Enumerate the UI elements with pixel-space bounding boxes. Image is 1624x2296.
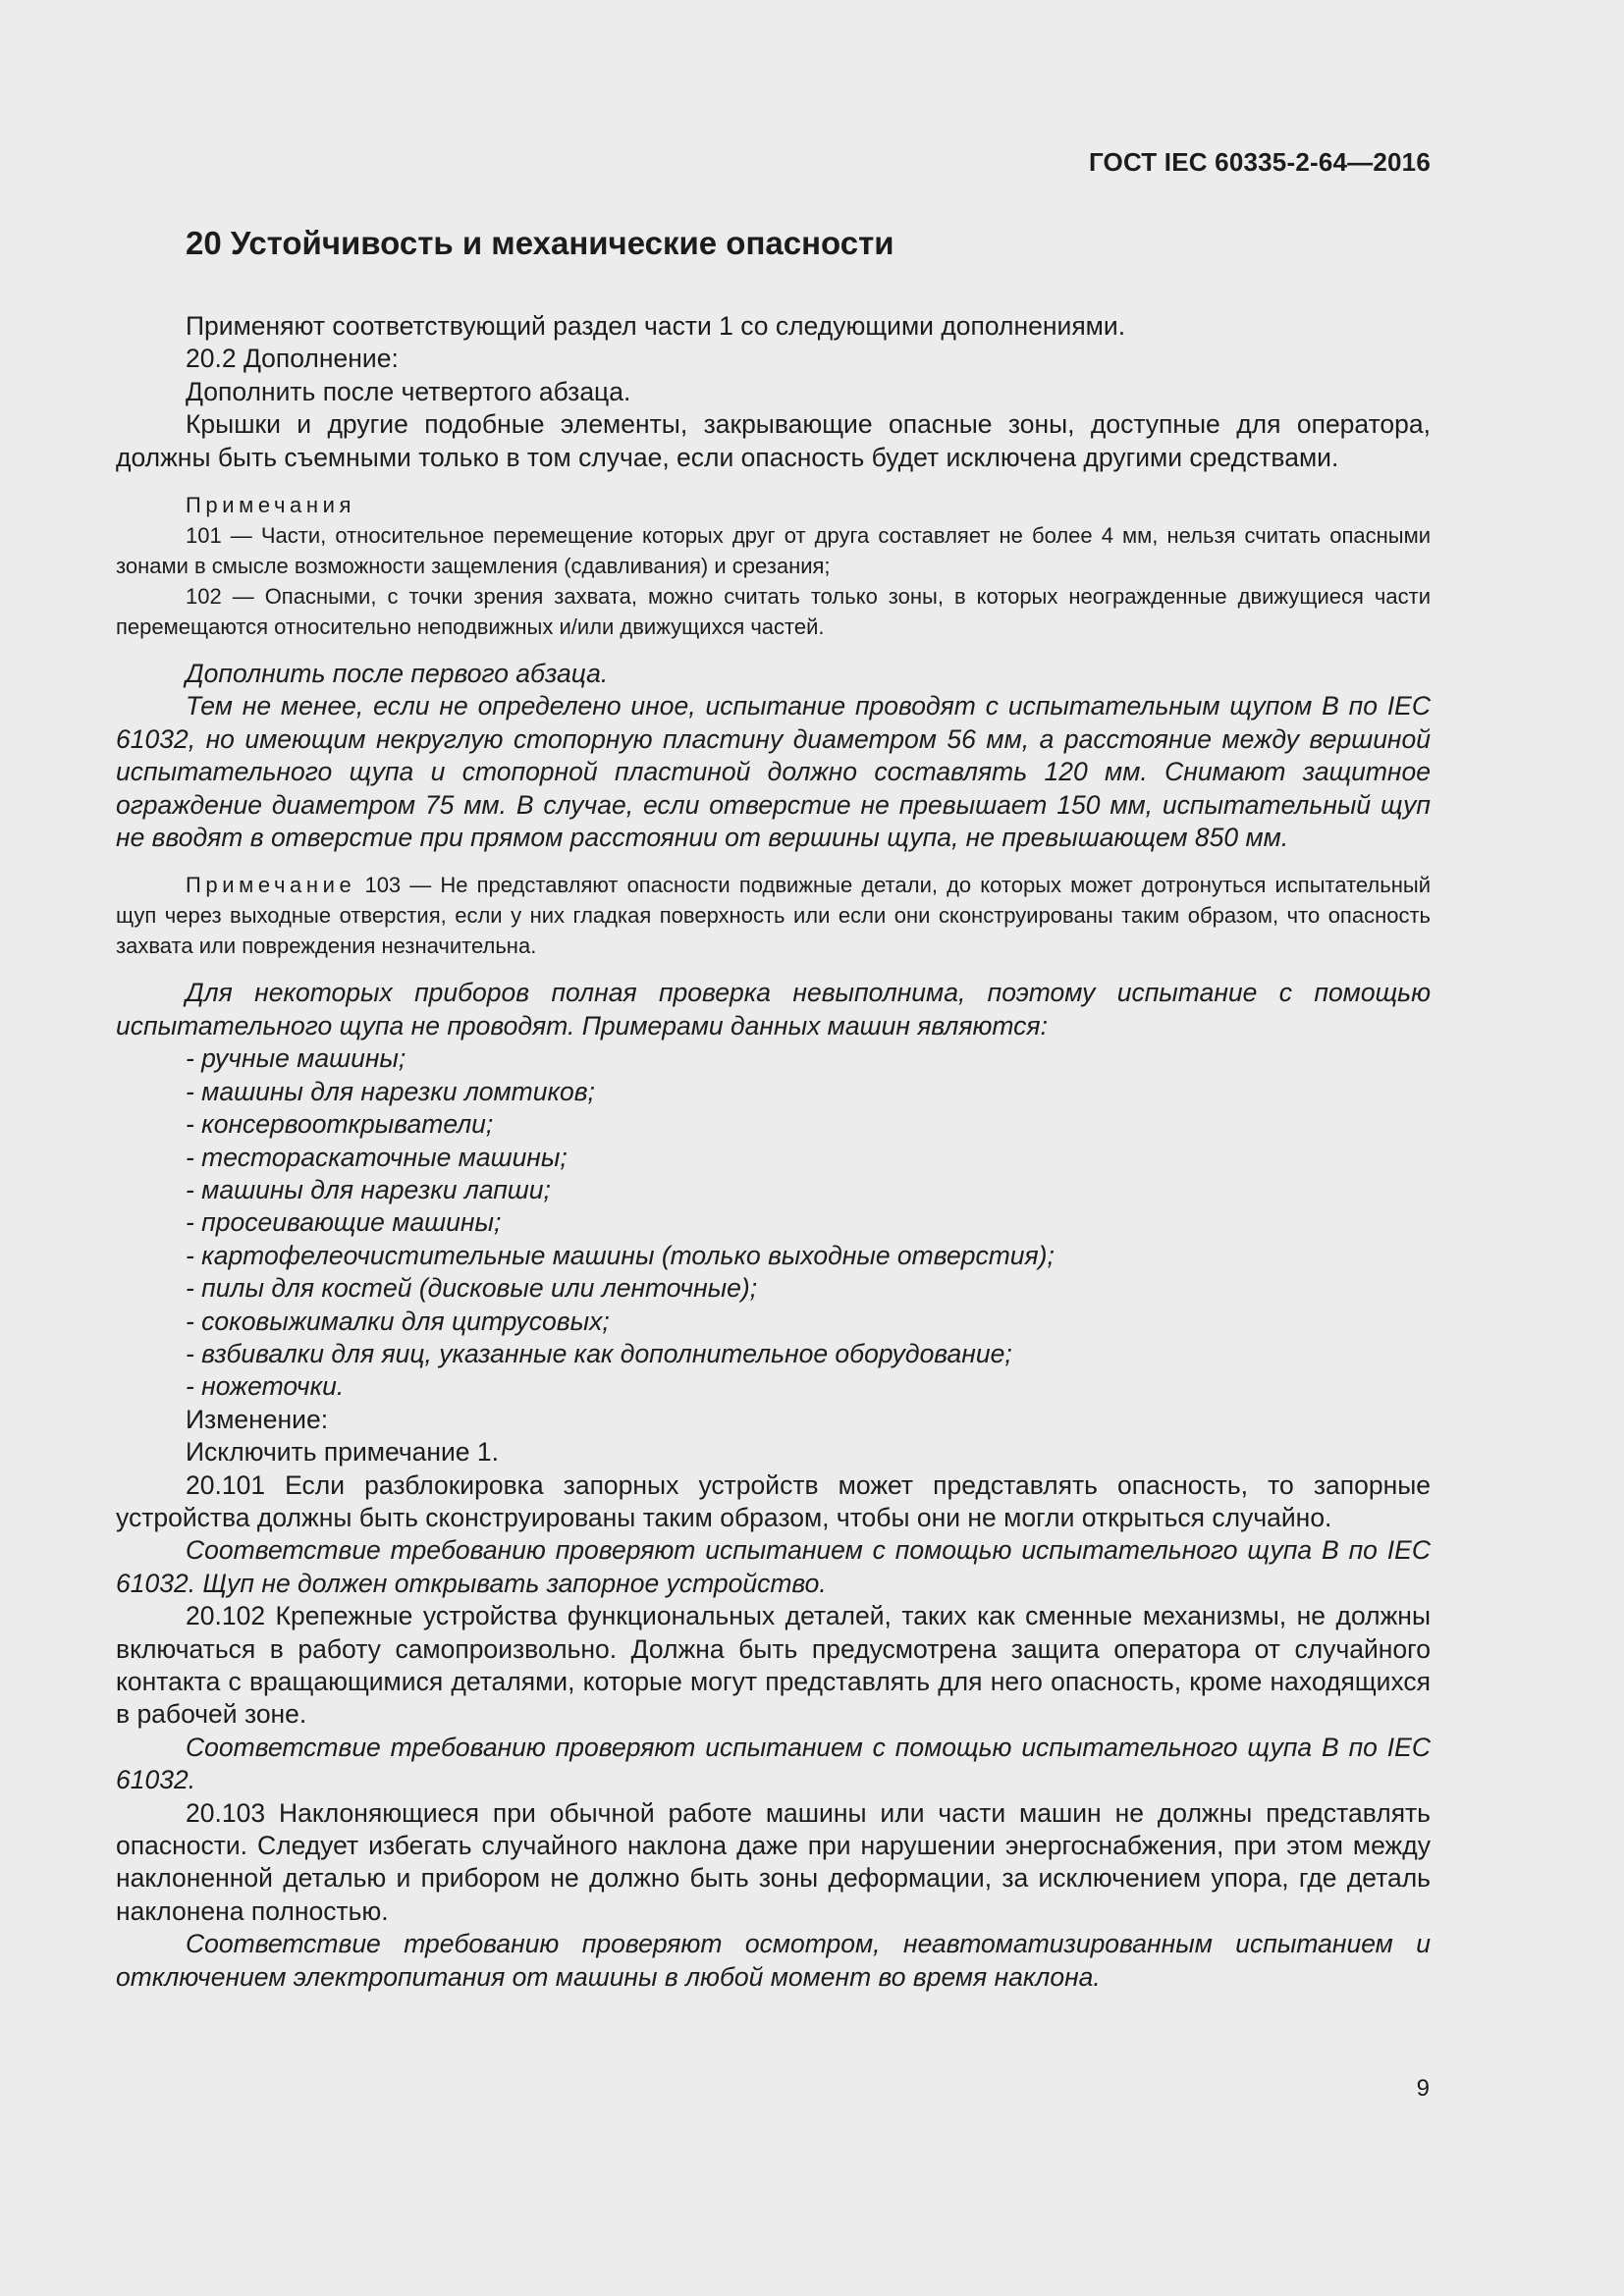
test-probe-paragraph: Тем не менее, если не определено иное, испытание проводят с испытательным щупом В по IEC 61032, но имеющим некруглую стопорную пластину диаметром 56 мм, а расстояние между вершиной испытательного щупа и стопорной пластиной должно составлять 120 мм. Снимают защитное ограждение диаметром 75 мм. В случае, если отверстие не превышает 150 мм, испытательный щуп не вводят в отверстие при прямом расстоянии от вершины щупа, не превышающем 850 мм. bbox=[116, 691, 1431, 853]
section-title: 20 Устойчивость и механические опасности bbox=[186, 225, 894, 261]
note-102: 102 — Опасными, с точки зрения захвата, можно считать только зоны, в которых неогражденные движущиеся части перемещаются относительно неподвижных и/или движущихся частей. bbox=[116, 584, 1431, 640]
list-item: - машины для нарезки ломтиков; bbox=[186, 1076, 595, 1106]
exceptions-intro: Для некоторых приборов полная проверка невыполнима, поэтому испытание с помощью испытательного щупа не проводят. Примерами данных машин являются: bbox=[116, 978, 1431, 1041]
list-item: - соковыжималки для цитрусовых; bbox=[186, 1306, 610, 1336]
notes-heading: Примечания bbox=[186, 493, 356, 518]
notes-block bbox=[116, 490, 1431, 642]
note-103-label: Примечание bbox=[186, 873, 356, 898]
clause-20-101: 20.101 Если разблокировка запорных устройств может представлять опасность, то запорные устройства должны быть сконструированы таким образом, чтобы они не могли открыться случайно. bbox=[116, 1469, 1431, 1532]
clause-20-101-compliance: Соответствие требованию проверяют испытанием с помощью испытательного щупа В по IEC 61032. Щуп не должен открывать запорное устройство. bbox=[116, 1535, 1431, 1598]
note-101: 101 — Части, относительное перемещение которых друг от друга составляет не более 4 мм, нельзя считать опасными зонами в смысле возможности защемления (сдавливания) и срезания; bbox=[116, 523, 1431, 579]
list-item: - пилы для костей (дисковые или ленточные); bbox=[186, 1273, 758, 1304]
clause-20-103-compliance: Соответствие требованию проверяют осмотром, неавтоматизированным испытанием и отключением электропитания от машины в любой момент во время наклона. bbox=[116, 1929, 1431, 1992]
intro-paragraph-1: Применяют соответствующий раздел части 1 со следующими дополнениями. bbox=[186, 311, 1126, 341]
list-item: - консервооткрыватели; bbox=[186, 1109, 494, 1140]
change-heading: Изменение: bbox=[186, 1404, 329, 1434]
instruction-paragraph: Дополнить после четвертого абзаца. bbox=[186, 376, 631, 406]
clause-20-102-compliance: Соответствие требованию проверяют испытанием с помощью испытательного щупа В по IEC 61032. bbox=[116, 1732, 1431, 1795]
page-number: 9 bbox=[1416, 2075, 1430, 2102]
clause-20-2-heading: 20.2 Дополнение: bbox=[186, 344, 399, 374]
list-item: - просеивающие машины; bbox=[186, 1207, 502, 1238]
list-item: - тестораскаточные машины; bbox=[186, 1142, 568, 1172]
note-103 bbox=[116, 870, 1431, 961]
clause-20-102: 20.102 Крепежные устройства функциональных деталей, таких как сменные механизмы, не должны включаться в работу самопроизвольно. Должна быть предусмотрена защита оператора от случайного контакта с вращающимися деталями, которые могут представлять для него опасность, кроме находящихся в рабочей зоне. bbox=[116, 1601, 1431, 1730]
change-instruction: Исключить примечание 1. bbox=[186, 1437, 500, 1468]
list-item: - ручные машины; bbox=[186, 1043, 406, 1074]
machines-list bbox=[116, 1042, 1431, 1403]
page-content bbox=[116, 218, 1431, 1994]
list-item: - взбивалки для яиц, указанные как дополнительное оборудование; bbox=[186, 1338, 1012, 1368]
clause-20-103: 20.103 Наклоняющиеся при обычной работе машины или части машин не должны представлять опасности. Следует избегать случайного наклона даже при нарушении энергоснабжения, при этом между наклоненной деталью и прибором не должно быть зоны деформации, за исключением упора, где деталь наклонена полностью. bbox=[116, 1797, 1431, 1926]
test-instruction: Дополнить после первого абзаца. bbox=[186, 659, 609, 689]
list-item: - машины для нарезки лапши; bbox=[186, 1174, 551, 1204]
note-103-text: 103 — Не представляют опасности подвижные детали, до которых может дотронуться испытательный щуп через выходные отверстия, если у них гладкая поверхность или если они сконструированы таким образом, что опасность захвата или повреждения незначительна. bbox=[116, 873, 1431, 959]
list-item: - ножеточки. bbox=[186, 1371, 345, 1402]
document-header: ГОСТ IEC 60335-2-64—2016 bbox=[1088, 147, 1431, 177]
list-item: - картофелеочистительные машины (только выходные отверстия); bbox=[186, 1240, 1055, 1270]
covers-paragraph: Крышки и другие подобные элементы, закрывающие опасные зоны, доступные для оператора, должны быть съемными только в том случае, если опасность будет исключена другими средствами. bbox=[116, 409, 1431, 472]
